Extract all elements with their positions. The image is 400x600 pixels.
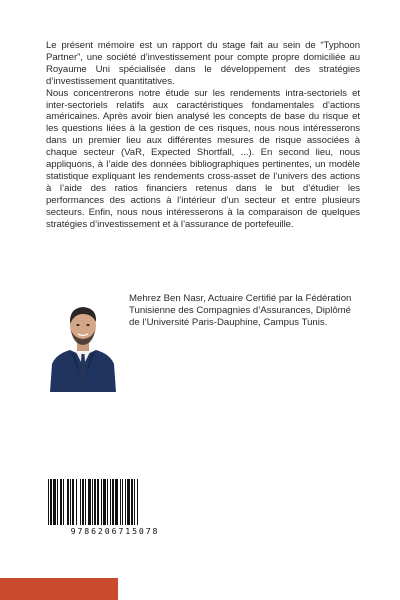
barcode-bars	[46, 479, 184, 525]
abstract-paragraph-1: Le présent mémoire est un rapport du stage fait au sein de “Typhoon Partner”, une société d’investissement pour compte propre domiciliée au Royaume Uni spécialisée dans le développement des stratégies d’investissement quantitatives.	[46, 40, 360, 87]
back-cover-abstract	[46, 40, 360, 231]
abstract-paragraph-2: Nous concentrerons notre étude sur les rendements intra-sectoriels et inter-sectoriels relatifs aux caractéristiques fondamentales d’actions américaines. Après avoir bien analysé les concepts de base du risque et les questions liées à la gestion de ces risques, nous nous intéresserons dans un premier lieu aux différentes mesures de risque associées à chaque secteur (VaR, Expected Shortfall, ...). En second lieu, nous appliquons, à l’aide des données bibliographiques pertinentes, un modèle statistique expliquant les rendements cross-asset de l’univers des actions à l’aide des ratios financiers retenus dans le but d’étudier les performances des actions à l’intérieur d’un secteur et entre plusieurs secteurs. Enfin, nous nous intéresserons à la comparaison de quelques stratégies d’investissement et à l’assurance de portefeuille.	[46, 87, 360, 230]
author-bio: Mehrez Ben Nasr, Actuaire Certifié par la Fédération Tunisienne des Compagnies d’Assurances, Diplômé de l’Université Paris-Dauphine, Campus Tunis.	[129, 293, 352, 328]
author-photo	[46, 292, 120, 392]
isbn-digits: 9786206715078	[70, 526, 160, 536]
author-portrait-illustration	[46, 292, 120, 392]
accent-color-band	[0, 578, 118, 600]
isbn-barcode	[46, 479, 184, 538]
